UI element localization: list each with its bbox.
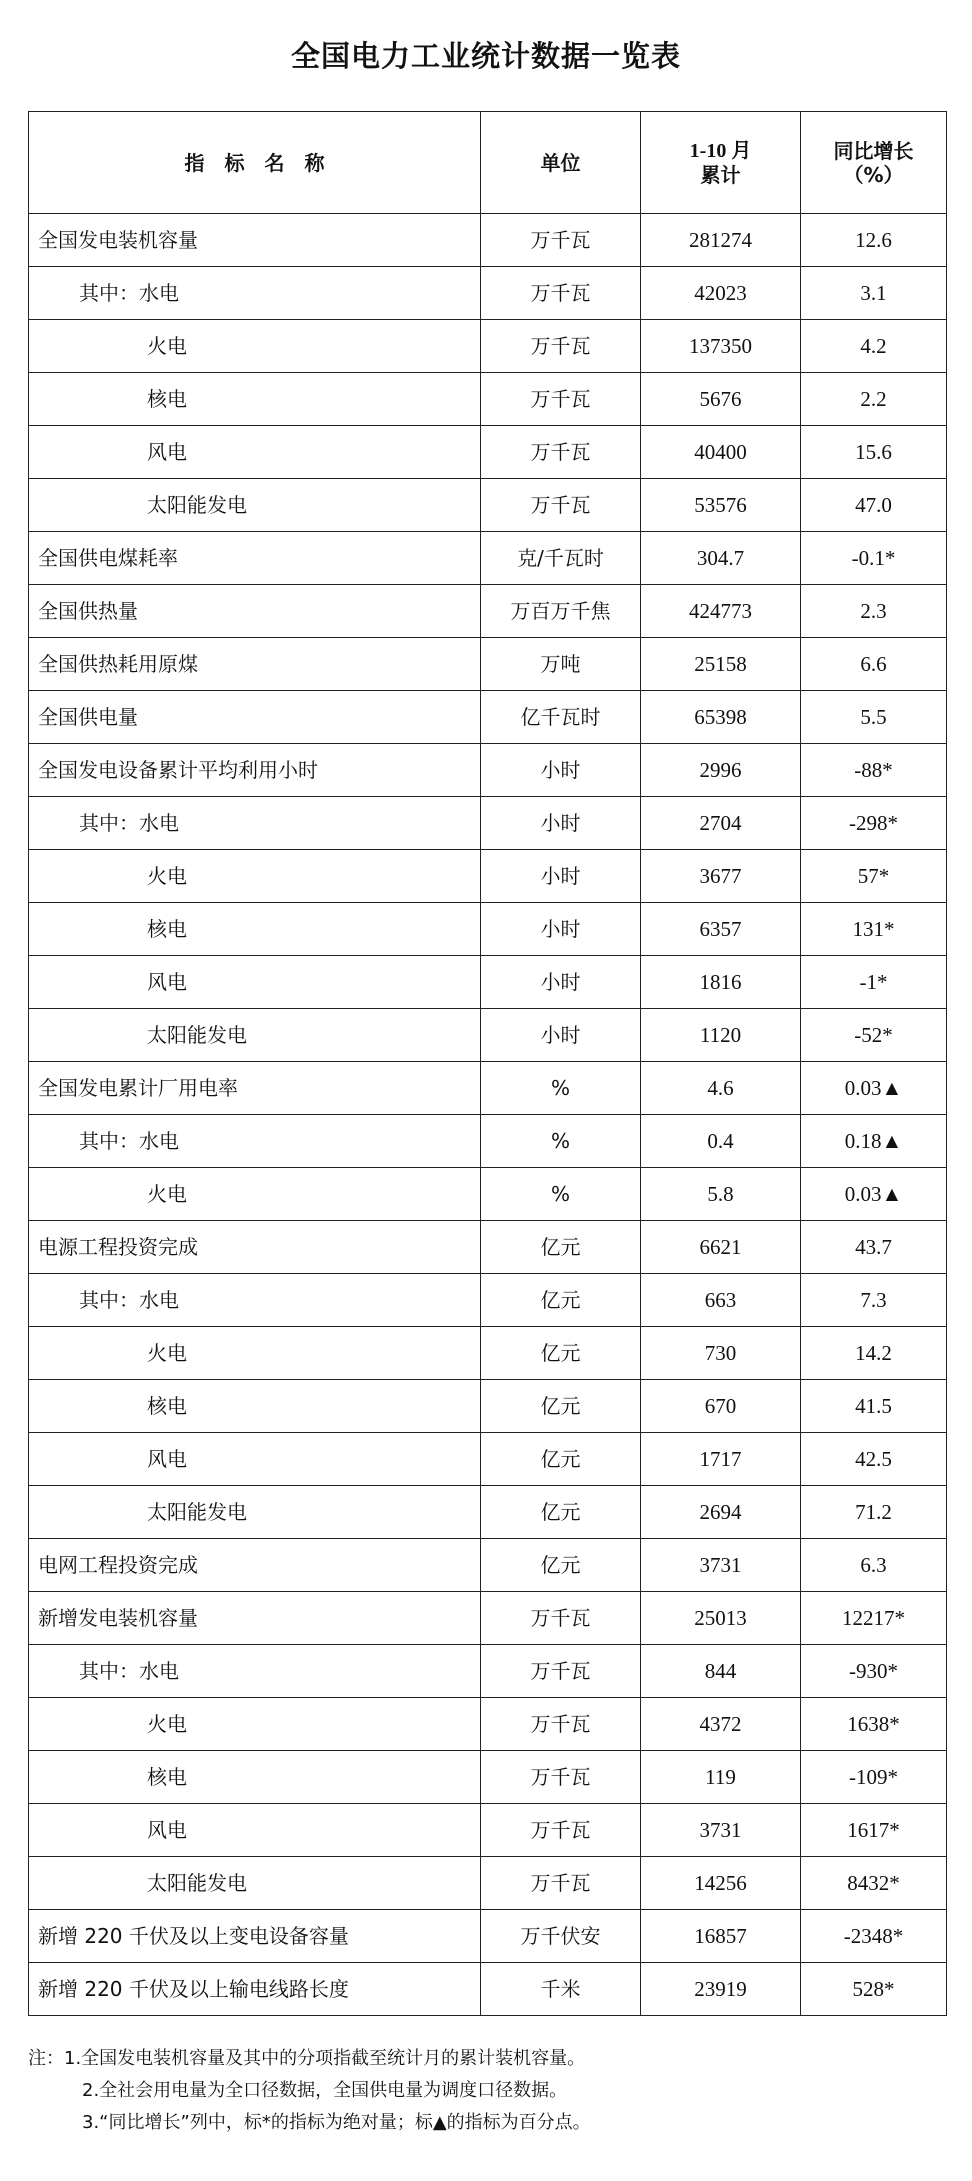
unit-cell: 千米 [481,1963,641,2016]
indicator-name-cell: 风电 [29,956,481,1009]
indicator-name-cell: 风电 [29,1433,481,1486]
indicator-name-cell: 火电 [29,850,481,903]
growth-value-cell: 42.5 [801,1433,947,1486]
table-row [29,797,947,850]
table-row [29,1857,947,1910]
growth-value-cell: 71.2 [801,1486,947,1539]
indicator-name-cell: 风电 [29,426,481,479]
table-row [29,373,947,426]
growth-value-cell: -52* [801,1009,947,1062]
indicator-name-cell: 电源工程投资完成 [29,1221,481,1274]
unit-cell: 万千瓦 [481,1751,641,1804]
unit-cell: 万千瓦 [481,214,641,267]
indicator-name-cell: 全国发电累计厂用电率 [29,1062,481,1115]
header-growth-label: 同比增长 [833,138,914,163]
unit-cell: 万千瓦 [481,1857,641,1910]
growth-value-cell: 47.0 [801,479,947,532]
indicator-name-cell: 全国供电煤耗率 [29,532,481,585]
growth-value-cell: 0.03▲ [801,1168,947,1221]
indicator-name-cell: 太阳能发电 [29,479,481,532]
cumulative-value-cell: 3677 [641,850,801,903]
table-row [29,1539,947,1592]
cumulative-value-cell: 23919 [641,1963,801,2016]
table-row [29,585,947,638]
table-row [29,1486,947,1539]
table-row [29,744,947,797]
indicator-name-cell: 核电 [29,903,481,956]
growth-value-cell: 7.3 [801,1274,947,1327]
table-row [29,956,947,1009]
table-row [29,479,947,532]
unit-cell: 小时 [481,903,641,956]
growth-value-cell: 12217* [801,1592,947,1645]
unit-cell: 亿元 [481,1433,641,1486]
cumulative-value-cell: 424773 [641,585,801,638]
table-row [29,1433,947,1486]
indicator-name-cell: 其中：水电 [29,797,481,850]
growth-value-cell: 3.1 [801,267,947,320]
growth-value-cell: 131* [801,903,947,956]
cumulative-value-cell: 663 [641,1274,801,1327]
cumulative-value-cell: 281274 [641,214,801,267]
unit-cell: 亿千瓦时 [481,691,641,744]
growth-value-cell: 1638* [801,1698,947,1751]
table-row [29,1168,947,1221]
header-cumulative-period: 1-10 月 [689,139,752,162]
indicator-name-cell: 全国供热量 [29,585,481,638]
growth-value-cell: 0.18▲ [801,1115,947,1168]
table-row [29,1380,947,1433]
header-unit: 单位 [481,112,641,214]
table-row [29,850,947,903]
unit-cell: 克/千瓦时 [481,532,641,585]
table-row [29,426,947,479]
unit-cell: % [481,1115,641,1168]
growth-value-cell: -298* [801,797,947,850]
cumulative-value-cell: 6357 [641,903,801,956]
unit-cell: 万千瓦 [481,1592,641,1645]
cumulative-value-cell: 2694 [641,1486,801,1539]
cumulative-value-cell: 304.7 [641,532,801,585]
indicator-name-cell: 核电 [29,1380,481,1433]
indicator-name-cell: 电网工程投资完成 [29,1539,481,1592]
header-indicator: 指 标 名 称 [29,112,481,214]
growth-value-cell: 8432* [801,1857,947,1910]
table-row [29,1062,947,1115]
unit-cell: % [481,1062,641,1115]
cumulative-value-cell: 4.6 [641,1062,801,1115]
table-row [29,1751,947,1804]
indicator-name-cell: 火电 [29,1698,481,1751]
indicator-name-cell: 全国供热耗用原煤 [29,638,481,691]
table-row [29,691,947,744]
table-row [29,1274,947,1327]
unit-cell: 万百万千焦 [481,585,641,638]
cumulative-value-cell: 730 [641,1327,801,1380]
unit-cell: 亿元 [481,1486,641,1539]
footnotes [28,2043,946,2139]
cumulative-value-cell: 65398 [641,691,801,744]
growth-value-cell: 2.2 [801,373,947,426]
table-row [29,532,947,585]
growth-value-cell: 1617* [801,1804,947,1857]
unit-cell: 小时 [481,744,641,797]
table-row [29,214,947,267]
table-header-row [29,112,947,214]
cumulative-value-cell: 6621 [641,1221,801,1274]
cumulative-value-cell: 16857 [641,1910,801,1963]
table-row [29,1221,947,1274]
indicator-name-cell: 新增 220 千伏及以上输电线路长度 [29,1963,481,2016]
growth-value-cell: 12.6 [801,214,947,267]
unit-cell: 万千瓦 [481,426,641,479]
unit-cell: % [481,1168,641,1221]
indicator-name-cell: 火电 [29,320,481,373]
cumulative-value-cell: 2996 [641,744,801,797]
growth-value-cell: 5.5 [801,691,947,744]
cumulative-value-cell: 14256 [641,1857,801,1910]
cumulative-value-cell: 5676 [641,373,801,426]
unit-cell: 亿元 [481,1327,641,1380]
header-growth [801,112,947,214]
indicator-name-cell: 太阳能发电 [29,1486,481,1539]
cumulative-value-cell: 1816 [641,956,801,1009]
unit-cell: 万吨 [481,638,641,691]
unit-cell: 亿元 [481,1274,641,1327]
indicator-name-cell: 全国供电量 [29,691,481,744]
table-row [29,320,947,373]
growth-value-cell: 0.03▲ [801,1062,947,1115]
indicator-name-cell: 其中：水电 [29,1645,481,1698]
growth-value-cell: -1* [801,956,947,1009]
table-row [29,1698,947,1751]
growth-value-cell: 57* [801,850,947,903]
indicator-name-cell: 风电 [29,1804,481,1857]
unit-cell: 万千伏安 [481,1910,641,1963]
cumulative-value-cell: 4372 [641,1698,801,1751]
cumulative-value-cell: 40400 [641,426,801,479]
table-row [29,1115,947,1168]
unit-cell: 小时 [481,1009,641,1062]
unit-cell: 小时 [481,797,641,850]
unit-cell: 亿元 [481,1539,641,1592]
cumulative-value-cell: 0.4 [641,1115,801,1168]
statistics-table [28,111,947,2016]
cumulative-value-cell: 1717 [641,1433,801,1486]
growth-value-cell: -930* [801,1645,947,1698]
growth-value-cell: -2348* [801,1910,947,1963]
footnote-3: 3.“同比增长”列中，标*的指标为绝对量；标▲的指标为百分点。 [82,2112,591,2133]
growth-value-cell: -109* [801,1751,947,1804]
cumulative-value-cell: 3731 [641,1539,801,1592]
cumulative-value-cell: 119 [641,1751,801,1804]
table-row [29,638,947,691]
cumulative-value-cell: 53576 [641,479,801,532]
growth-value-cell: 43.7 [801,1221,947,1274]
table-row [29,1963,947,2016]
indicator-name-cell: 火电 [29,1327,481,1380]
growth-value-cell: 4.2 [801,320,947,373]
indicator-name-cell: 新增 220 千伏及以上变电设备容量 [29,1910,481,1963]
table-row [29,1592,947,1645]
document-title: 全国电力工业统计数据一览表 [290,39,681,73]
unit-cell: 万千瓦 [481,267,641,320]
indicator-name-cell: 太阳能发电 [29,1857,481,1910]
cumulative-value-cell: 137350 [641,320,801,373]
indicator-name-cell: 核电 [29,1751,481,1804]
footnote-1: 注：1.全国发电装机容量及其中的分项指截至统计月的累计装机容量。 [28,2048,586,2069]
header-cumulative-label: 累计 [700,162,741,187]
unit-cell: 亿元 [481,1221,641,1274]
growth-value-cell: -88* [801,744,947,797]
unit-cell: 小时 [481,850,641,903]
unit-cell: 万千瓦 [481,1804,641,1857]
table-row [29,1327,947,1380]
table-body [29,214,947,2016]
indicator-name-cell: 新增发电装机容量 [29,1592,481,1645]
header-growth-unit: （%） [843,162,904,187]
cumulative-value-cell: 3731 [641,1804,801,1857]
indicator-name-cell: 火电 [29,1168,481,1221]
growth-value-cell: 41.5 [801,1380,947,1433]
unit-cell: 万千瓦 [481,320,641,373]
unit-cell: 万千瓦 [481,479,641,532]
cumulative-value-cell: 2704 [641,797,801,850]
growth-value-cell: 6.3 [801,1539,947,1592]
unit-cell: 万千瓦 [481,373,641,426]
cumulative-value-cell: 844 [641,1645,801,1698]
indicator-name-cell: 其中：水电 [29,267,481,320]
cumulative-value-cell: 5.8 [641,1168,801,1221]
indicator-name-cell: 核电 [29,373,481,426]
indicator-name-cell: 全国发电设备累计平均利用小时 [29,744,481,797]
growth-value-cell: 14.2 [801,1327,947,1380]
table-row [29,267,947,320]
table-row [29,1009,947,1062]
table-row [29,1645,947,1698]
cumulative-value-cell: 25158 [641,638,801,691]
unit-cell: 万千瓦 [481,1645,641,1698]
growth-value-cell: 6.6 [801,638,947,691]
table-row [29,1910,947,1963]
indicator-name-cell: 其中：水电 [29,1115,481,1168]
table-row [29,903,947,956]
growth-value-cell: 2.3 [801,585,947,638]
growth-value-cell: -0.1* [801,532,947,585]
growth-value-cell: 528* [801,1963,947,2016]
unit-cell: 亿元 [481,1380,641,1433]
cumulative-value-cell: 42023 [641,267,801,320]
indicator-name-cell: 太阳能发电 [29,1009,481,1062]
footnote-2: 2.全社会用电量为全口径数据，全国供电量为调度口径数据。 [82,2080,568,2101]
table-row [29,1804,947,1857]
cumulative-value-cell: 1120 [641,1009,801,1062]
unit-cell: 万千瓦 [481,1698,641,1751]
header-cumulative [641,112,801,214]
unit-cell: 小时 [481,956,641,1009]
indicator-name-cell: 全国发电装机容量 [29,214,481,267]
cumulative-value-cell: 670 [641,1380,801,1433]
indicator-name-cell: 其中：水电 [29,1274,481,1327]
growth-value-cell: 15.6 [801,426,947,479]
cumulative-value-cell: 25013 [641,1592,801,1645]
